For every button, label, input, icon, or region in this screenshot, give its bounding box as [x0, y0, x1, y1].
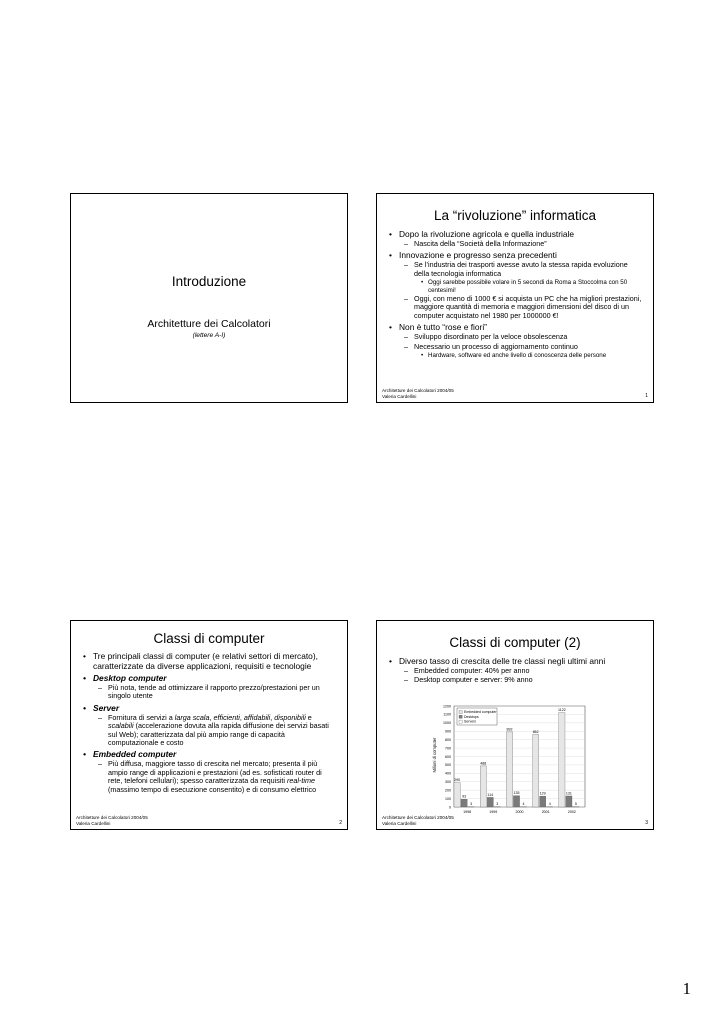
sub-sub-bullet: • Oggi sarebbe possibile volare in 5 secondi da Roma a Stoccolma con 50 centesimi!	[377, 279, 643, 294]
y-tick-label: 500	[445, 763, 451, 768]
y-axis-label: Milioni di computer	[432, 737, 437, 773]
legend-swatch	[459, 720, 462, 723]
text: real-time	[286, 776, 315, 786]
slide-number: 2	[339, 820, 342, 826]
sub-bullet	[71, 760, 335, 794]
slide-title: La “rivoluzione” informatica	[433, 208, 597, 223]
footer-course: Architetture dei Calcolatori 2004/05	[76, 815, 148, 821]
sub-bullet: – Oggi, con meno di 1000 € si acquista un PC che ha migliori prestazioni, maggiore quantità di memoria e maggiori dimensioni del disco di un computer acquistato nel 1980 per 1000000 €!	[377, 295, 643, 320]
page-number: 1	[682, 979, 691, 998]
data-label: 3	[470, 802, 473, 807]
sub-bullet: – Embedded computer: 40% per anno	[377, 667, 653, 675]
text: (massimo tempo di esecuzione consentito) e di consumo elettrico	[108, 784, 317, 794]
y-tick-label: 1100	[443, 712, 451, 717]
y-tick-label: 400	[445, 771, 451, 776]
slide-footer	[382, 388, 454, 399]
data-label: 1122	[558, 707, 566, 712]
bar	[506, 732, 512, 807]
slide-rivoluzione	[376, 193, 654, 403]
data-label: 3	[496, 802, 499, 807]
x-tick-label: 2002	[567, 810, 576, 814]
x-tick-label: 2000	[515, 810, 524, 814]
footer-course: Architetture dei Calcolatori 2004/05	[382, 815, 454, 821]
y-tick-label: 0	[449, 805, 451, 810]
sub-bullet	[71, 714, 335, 748]
slide-subtitle: Architetture dei Calcolatori	[147, 318, 271, 330]
data-label: 862	[532, 729, 539, 734]
data-label: 131	[565, 791, 572, 796]
x-tick-label: 1998	[463, 810, 472, 814]
y-tick-label: 300	[445, 780, 451, 785]
bullet: • Dopo la rivoluzione agricola e quella industriale	[377, 229, 643, 239]
data-label: 5	[574, 801, 577, 806]
footer-author: Valeria Cardellini	[382, 820, 417, 826]
bar	[513, 796, 519, 807]
data-label: 114	[487, 792, 494, 797]
text: scalabili	[108, 721, 134, 731]
sub-bullet: – Se l’industria dei trasporti avesse avuto la stessa rapida evoluzione della tecnologia informatica	[377, 261, 643, 278]
slide-note: (lettere A-I)	[192, 332, 226, 339]
slide-footer	[76, 815, 148, 826]
bar	[454, 783, 460, 807]
data-label: 93	[462, 794, 467, 799]
sub-bullet: – Sviluppo disordinato per la veloce obsolescenza	[377, 333, 643, 341]
text: ,	[270, 712, 275, 722]
bar	[480, 766, 486, 807]
text: (accelerazione dovuta alla rapida diffusione dei servizi basati sul Web); caratterizzata dal più ampio range di capacità computazionale e costo	[108, 721, 329, 748]
data-label: 135	[513, 791, 520, 796]
slide-intro	[70, 193, 348, 403]
y-tick-label: 1200	[443, 704, 451, 709]
data-label: 290	[454, 777, 461, 782]
legend-swatch	[459, 711, 462, 714]
slide-classi-2	[376, 620, 654, 830]
bar	[487, 797, 493, 807]
slide-title: Classi di computer (2)	[449, 635, 581, 650]
legend-label: Embedded computer	[464, 710, 497, 715]
bullet: • Server	[71, 703, 335, 713]
bullet-list	[377, 229, 653, 359]
y-tick-label: 800	[445, 737, 451, 742]
text: larga scala	[174, 712, 210, 722]
y-tick-label: 1000	[443, 721, 451, 726]
footer-course: Architetture dei Calcolatori 2004/05	[382, 388, 454, 394]
slide-number: 3	[645, 820, 648, 826]
data-label: 129	[539, 791, 546, 796]
sub-sub-bullet: • Hardware, software ed anche livello di conoscenza delle persone	[377, 352, 643, 359]
sub-bullet: – Più nota, tende ad ottimizzare il rapporto prezzo/prestazioni per un singolo utente	[71, 684, 335, 701]
bar-chart	[377, 621, 654, 830]
sub-bullet: – Nascita della “Società della Informazione”	[377, 240, 643, 248]
data-label: 4	[548, 802, 551, 807]
sub-bullet: – Necessario un processo di aggiornamento continuo	[377, 343, 643, 351]
bullet: • Diverso tasso di crescita delle tre classi negli ultimi anni	[377, 656, 653, 666]
bullet: • Non è tutto “rose e fiori”	[377, 322, 643, 332]
x-tick-label: 1999	[489, 810, 498, 814]
text: efficienti	[213, 712, 240, 722]
sub-bullet: – Desktop computer e server: 9% anno	[377, 676, 653, 684]
data-label: 488	[480, 761, 487, 766]
data-label: 4	[522, 802, 525, 807]
text: disponibili	[274, 712, 306, 722]
text: Più diffusa, maggiore tasso di crescita nel mercato; presenta il più ampio range di applicazioni e prestazioni (ad es. sofisticati router di rete, telefoni cellulari); spesso caratterizzata da requisiti	[108, 759, 322, 786]
text: ,	[209, 712, 214, 722]
y-tick-label: 100	[445, 796, 451, 801]
bar	[540, 796, 546, 807]
y-tick-label: 200	[445, 788, 451, 793]
legend-label: Desktops	[464, 714, 479, 719]
data-label: 892	[506, 727, 513, 732]
bar	[461, 799, 467, 807]
y-tick-label: 700	[445, 746, 451, 751]
chart-legend	[457, 708, 497, 725]
bullet-list	[71, 651, 347, 794]
text: Fornitura di servizi a	[108, 712, 175, 722]
slide-number: 1	[645, 393, 648, 399]
bar	[566, 796, 572, 807]
text: e	[305, 712, 312, 722]
y-tick-label: 900	[445, 729, 451, 734]
text: affidabili	[243, 712, 271, 722]
legend-swatch	[459, 715, 462, 718]
bullet: • Innovazione e progresso senza precedenti	[377, 250, 643, 260]
bar	[559, 713, 565, 807]
x-tick-label: 2001	[541, 810, 550, 814]
footer-author: Valeria Cardellini	[382, 393, 417, 399]
legend-label: Servers	[464, 719, 477, 724]
bar	[533, 734, 539, 807]
slide-classi	[70, 620, 348, 830]
y-tick-label: 600	[445, 754, 451, 759]
slide-footer	[382, 815, 454, 826]
text: ,	[239, 712, 244, 722]
slide-title: Classi di computer	[153, 631, 265, 646]
footer-author: Valeria Cardellini	[76, 820, 111, 826]
bullet: • Tre principali classi di computer (e relativi settori di mercato), caratterizzate da diverse applicazioni, requisiti e tecnologie	[71, 651, 335, 671]
bullet: • Desktop computer	[71, 673, 335, 683]
bullet: • Embedded computer	[71, 749, 335, 759]
slide-title: Introduzione	[171, 274, 247, 289]
